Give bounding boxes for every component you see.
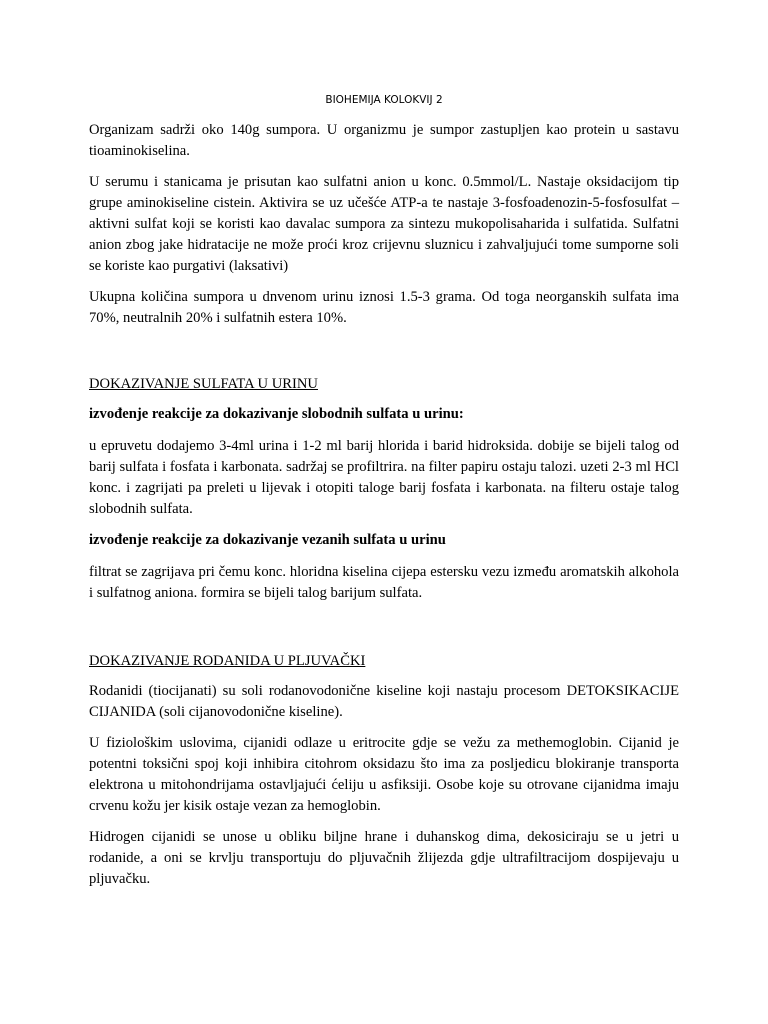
rhodanides-paragraph-1: Rodanidi (tiocijanati) su soli rodanovodonične kiseline koji nastaju procesom DETOKSIKACIJE CIJANIDA (soli cijanovodonične kiseline).: [89, 683, 679, 720]
document-title: BIOHEMIJA KOLOKVIJ 2: [325, 94, 443, 106]
bound-sulfates-paragraph: filtrat se zagrijava pri čemu konc. hloridna kiselina cijepa estersku vezu između aromatskih alkohola i sulfatnog aniona. formira se bijeli talog barijum sulfata.: [89, 564, 679, 601]
intro-paragraph-2: U serumu i stanicama je prisutan kao sulfatni anion u konc. 0.5mmol/L. Nastaje oksidacijom tip grupe aminokiseline cistein. Aktivira se uz učešće ATP-a te nastaje 3-fosfoadenozin-5-fosfosulfat – aktivni sulfat koji se koristi kao davalac sumpora za sintezu mukopolisaharida i sulfatida. Sulfatni anion zbog jake hidratacije ne može proći kroz crijevnu sluznicu i zahvaljujući tome sumporne soli se koriste kao purgativi (laksativi): [89, 174, 679, 274]
intro-paragraph-1: Organizam sadrži oko 140g sumpora. U organizmu je sumpor zastupljen kao protein u sastavu tioaminokiselina.: [89, 122, 679, 159]
document-body: [89, 92, 679, 900]
free-sulfates-paragraph: u epruvetu dodajemo 3-4ml urina i 1-2 ml barij hlorida i barid hidroksida. dobije se bijeli talog od barij sulfata i fosfata i karbonata. sadržaj se profiltrira. na filter papiru ostaju talozi. uzeti 2-3 ml HCl konc. i zagrijati pa preleti u lijevak i otopiti taloge barij fosfata i karbonata. na filteru ostaje talog slobodnih sulfata.: [89, 438, 679, 517]
section-heading-rhodanides: DOKAZIVANJE RODANIDA U PLJUVAČKI: [89, 653, 366, 669]
rhodanides-paragraph-3: Hidrogen cijanidi se unose u obliku biljne hrane i duhanskog dima, dekosiciraju se u jetri u rodanide, a oni se krvlju transportuju do pljuvačnih žlijezda gdje ultrafiltracijom dospijevaju u pljuvačku.: [89, 829, 679, 887]
rhodanides-paragraph-2: U fiziološkim uslovima, cijanidi odlaze u eritrocite gdje se vežu za methemoglobin. Cijanid je potentni toksični spoj koji inhibira citohrom oksidazu što ima za posljedicu blokiranje transporta elektrona u mitohondrijama ostavljajući ćeliju u asfiksiji. Osobe koje su otrovane cijanidma imaju crvenu kožu jer kisik ostaje vezan za hemoglobin.: [89, 735, 679, 814]
subheading-free-sulfates: izvođenje reakcije za dokazivanje slobodnih sulfata u urinu:: [89, 406, 464, 422]
intro-paragraph-3: Ukupna količina sumpora u dnvenom urinu iznosi 1.5-3 grama. Od toga neorganskih sulfata ima 70%, neutralnih 20% i sulfatnih estera 10%.: [89, 289, 679, 326]
subheading-bound-sulfates: izvođenje reakcije za dokazivanje vezanih sulfata u urinu: [89, 532, 446, 548]
section-heading-sulfates: DOKAZIVANJE SULFATA U URINU: [89, 376, 318, 392]
